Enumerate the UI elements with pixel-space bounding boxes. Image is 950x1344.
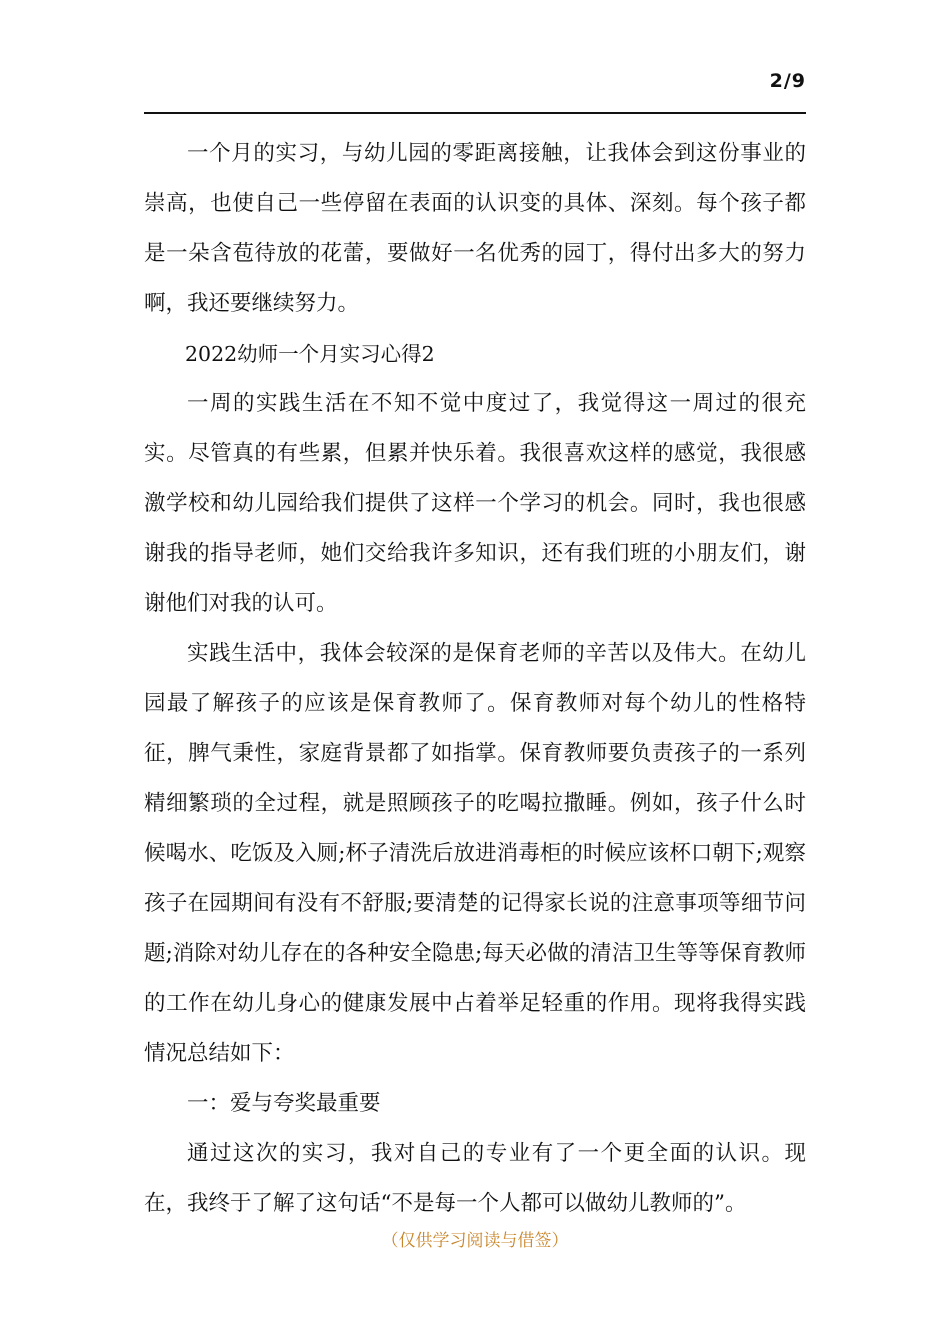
paragraph-week-summary: 一周的实践生活在不知不觉中度过了，我觉得这一周过的很充实。尽管真的有些累，但累并快乐着。我很喜欢这样的感觉，我很感激学校和幼儿园给我们提供了这样一个学习的机会。同时，我也很感谢我的指导老师，她们交给我许多知识，还有我们班的小朋友们，谢谢他们对我的认可。 [144, 391, 806, 616]
paragraph-intro: 一个月的实习，与幼儿园的零距离接触，让我体会到这份事业的崇高，也使自己一些停留在表面的认识变的具体、深刻。每个孩子都是一朵含苞待放的花蕾，要做好一名优秀的园丁，得付出多大的努力啊，我还要继续努力。 [144, 141, 806, 316]
footer-note: （仅供学习阅读与借签） [381, 1231, 569, 1251]
header-divider [144, 112, 806, 114]
paragraph-nursery-teacher: 实践生活中，我体会较深的是保育老师的辛苦以及伟大。在幼儿园最了解孩子的应该是保育教师了。保育教师对每个幼儿的性格特征，脾气秉性，家庭背景都了如指掌。保育教师要负责孩子的一系列精细繁琐的全过程，就是照顾孩子的吃喝拉撒睡。例如，孩子什么时候喝水、吃饭及入厕;杯子清洗后放进消毒柜的时候应该杯口朝下;观察孩子在园期间有没有不舒服;要清楚的记得家长说的注意事项等细节问题;消除对幼儿存在的各种安全隐患;每天必做的清洁卫生等等保育教师的工作在幼儿身心的健康发展中占着举足轻重的作用。现将我得实践情况总结如下： [144, 641, 806, 1066]
section-title: 2022幼师一个月实习心得2 [185, 342, 435, 366]
subsection-title: 一：爱与夸奖最重要 [187, 1091, 381, 1116]
document-body [144, 129, 806, 1229]
page-number: 2/9 [769, 70, 806, 92]
paragraph-reflection: 通过这次的实习，我对自己的专业有了一个更全面的认识。现在，我终于了解了这句话“不是每一个人都可以做幼儿教师的”。 [144, 1141, 806, 1216]
